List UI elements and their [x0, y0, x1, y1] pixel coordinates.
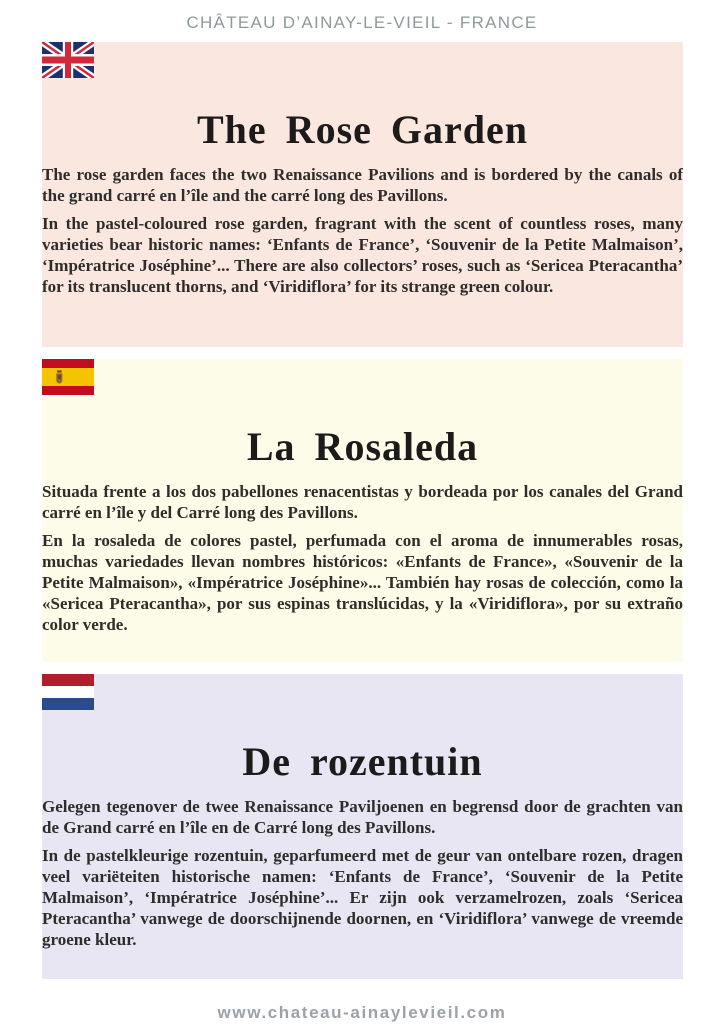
netherlands-flag-icon — [42, 674, 94, 710]
section-title-english: The Rose Garden — [197, 107, 528, 152]
section-dutch — [42, 674, 683, 979]
section-title-dutch: De rozentuin — [242, 739, 483, 784]
paragraph-spanish-2: En la rosaleda de colores pastel, perfumada con el aroma de innumerables rosas, muchas variedades llevan nombres históricos: «Enfants de France», «Souvenir de la Petite Malmaison», «Impératrice Joséphine»... También hay rosas de colección, como la «Sericea Pteracantha», por sus espinas translúcidas, y la «Viridiflora», por su extraño color verde. — [42, 531, 683, 634]
section-title-spanish: La Rosaleda — [246, 424, 479, 469]
section-spanish — [42, 359, 683, 662]
website-url[interactable]: www.chateau-ainaylevieil.com — [217, 1003, 507, 1022]
page-header — [0, 0, 724, 42]
paragraph-english-1: The rose garden faces the two Renaissance Pavilions and is bordered by the canals of the grand carré en l’île and the carré long des Pavillons. — [42, 165, 683, 205]
paragraph-dutch-2: In de pastelkleurige rozentuin, geparfumeerd met de geur van ontelbare rozen, dragen veel variëteiten historische namen: ‘Enfants de France’, ‘Souvenir de la Petite Malmaison’, ‘Impératrice Joséphine’... Er zijn ook verzamelrozen, zoals ‘Sericea Pteracantha’ vanwege de doorschijnende doornen, en ‘Viridiflora’ vanwege de vreemde groene kleur. — [42, 846, 683, 949]
uk-flag-icon — [42, 42, 94, 78]
paragraph-english-2: In the pastel-coloured rose garden, fragrant with the scent of countless roses, many varieties bear historic names: ‘Enfants de France’, ‘Souvenir de la Petite Malmaison’, ‘Impératrice Joséphine’... There are also collectors’ roses, such as ‘Sericea Pteracantha’ for its translucent thorns, and ‘Viridiflora’ for its strange green colour. — [42, 214, 683, 296]
header-title: CHÂTEAU D’AINAY-LE-VIEIL - FRANCE — [186, 13, 538, 32]
section-english — [42, 42, 683, 347]
section-body-spanish — [42, 481, 683, 635]
section-body-english — [42, 164, 683, 297]
page-footer — [0, 991, 724, 1023]
section-body-dutch — [42, 796, 683, 950]
paragraph-dutch-1: Gelegen tegenover de twee Renaissance Paviljoenen en begrensd door de grachten van de Grand carré en l’île en de Carré long des Pavillons. — [42, 797, 683, 837]
paragraph-spanish-1: Situada frente a los dos pabellones renacentistas y bordeada por los canales del Grand carré en l’île y del Carré long des Pavillons. — [42, 482, 683, 522]
spain-flag-icon — [42, 359, 94, 395]
